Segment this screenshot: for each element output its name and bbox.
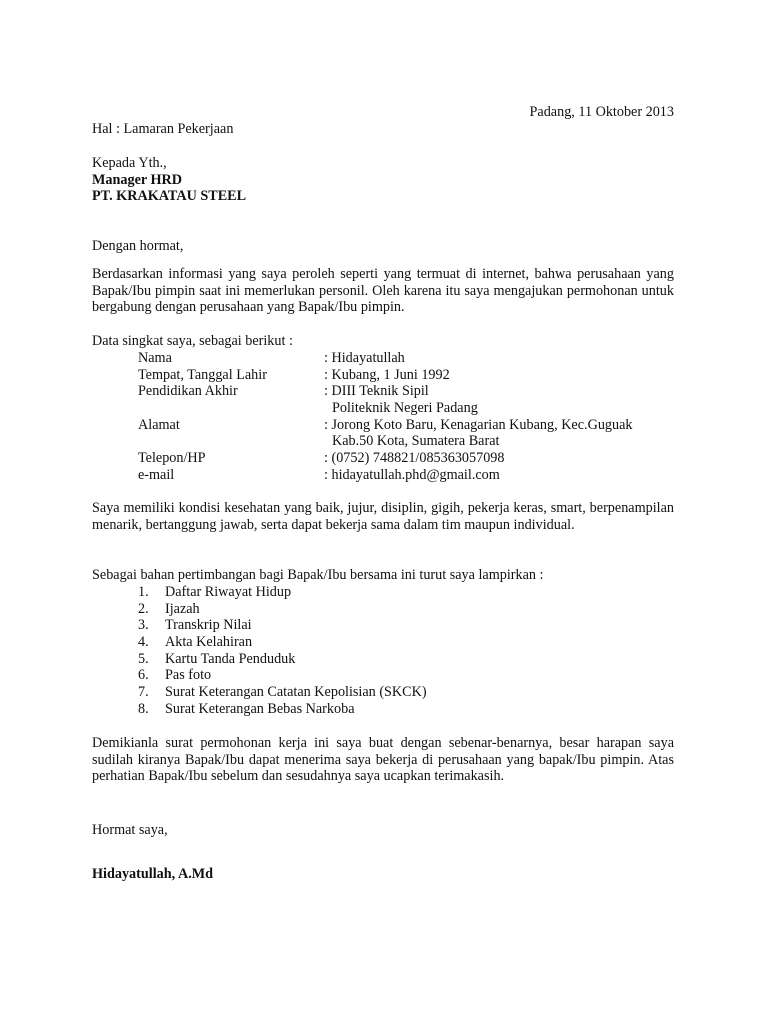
list-text: Pas foto — [165, 667, 212, 684]
data-value: : Kubang, 1 Juni 1992 — [324, 366, 450, 383]
list-number: 1. — [138, 584, 149, 600]
closing-paragraph: Demikianla surat permohonan kerja ini saya buat dengan sebenar-benarnya, besar harapan saya sudilah kiranya Bapak/Ibu dapat menerima saya bekerja di perusahaan yang bapak/Ibu pimpin. Atas perhatian Bapak/Ibu sebelum dan sesudahnya saya ucapkan terimakasih. — [92, 735, 674, 785]
data-label: Pendidikan Akhir — [138, 383, 238, 400]
list-number: 4. — [138, 634, 149, 651]
intro-paragraph: Berdasarkan informasi yang saya peroleh seperti yang termuat di internet, bahwa perusahaan yang Bapak/Ibu pimpin saat ini memerlukan personil. Oleh karena itu saya mengajukan permohonan untuk bergabung dengan perusahaan yang Bapak/Ibu pimpin. — [92, 266, 674, 316]
recipient-position: Manager HRD — [92, 171, 182, 188]
place-date: Padang, 11 Oktober 2013 — [529, 104, 674, 120]
list-number: 6. — [138, 667, 149, 684]
list-text: Surat Keterangan Catatan Kepolisian (SKCK) — [165, 684, 427, 701]
list-text: Daftar Riwayat Hidup — [165, 584, 292, 600]
data-label: Telepon/HP — [138, 450, 206, 467]
list-number: 2. — [138, 600, 149, 617]
list-number: 7. — [138, 684, 149, 701]
data-label: Nama — [138, 350, 172, 366]
data-label: Alamat — [138, 416, 180, 433]
data-value: Kab.50 Kota, Sumatera Barat — [332, 433, 500, 450]
qualities-paragraph: Saya memiliki kondisi kesehatan yang baik, jujur, disiplin, gigih, pekerja keras, smart, berpenampilan menarik, bertanggung jawab, serta dapat bekerja sama dalam tim maupun individual. — [92, 500, 674, 533]
list-text: Kartu Tanda Penduduk — [165, 650, 296, 667]
list-text: Ijazah — [165, 600, 200, 617]
list-number: 3. — [138, 617, 149, 634]
subject-line: Hal : Lamaran Pekerjaan — [92, 121, 234, 137]
list-number: 5. — [138, 650, 149, 667]
data-label: e-mail — [138, 466, 175, 483]
complimentary-close: Hormat saya, — [92, 822, 168, 838]
data-value: : hidayatullah.phd@gmail.com — [324, 466, 500, 483]
data-intro: Data singkat saya, sebagai berikut : — [92, 333, 293, 349]
list-text: Surat Keterangan Bebas Narkoba — [165, 700, 355, 717]
list-text: Transkrip Nilai — [165, 617, 252, 634]
recipient-greeting: Kepada Yth., — [92, 155, 167, 171]
data-value: : (0752) 748821/085363057098 — [324, 450, 505, 467]
salutation: Dengan hormat, — [92, 238, 184, 254]
data-value: : Hidayatullah — [324, 350, 405, 366]
recipient-company: PT. KRAKATAU STEEL — [92, 188, 247, 205]
data-value: : DIII Teknik Sipil — [324, 383, 429, 400]
signatory-name: Hidayatullah, A.Md — [92, 866, 214, 882]
list-text: Akta Kelahiran — [165, 634, 253, 651]
list-number: 8. — [138, 700, 149, 717]
attachments-intro: Sebagai bahan pertimbangan bagi Bapak/Ibu bersama ini turut saya lampirkan : — [92, 567, 544, 583]
data-value: Politeknik Negeri Padang — [332, 400, 478, 417]
data-value: : Jorong Koto Baru, Kenagarian Kubang, Kec.Guguak — [324, 416, 633, 433]
recipient-block — [92, 155, 674, 205]
data-label: Tempat, Tanggal Lahir — [138, 366, 267, 383]
